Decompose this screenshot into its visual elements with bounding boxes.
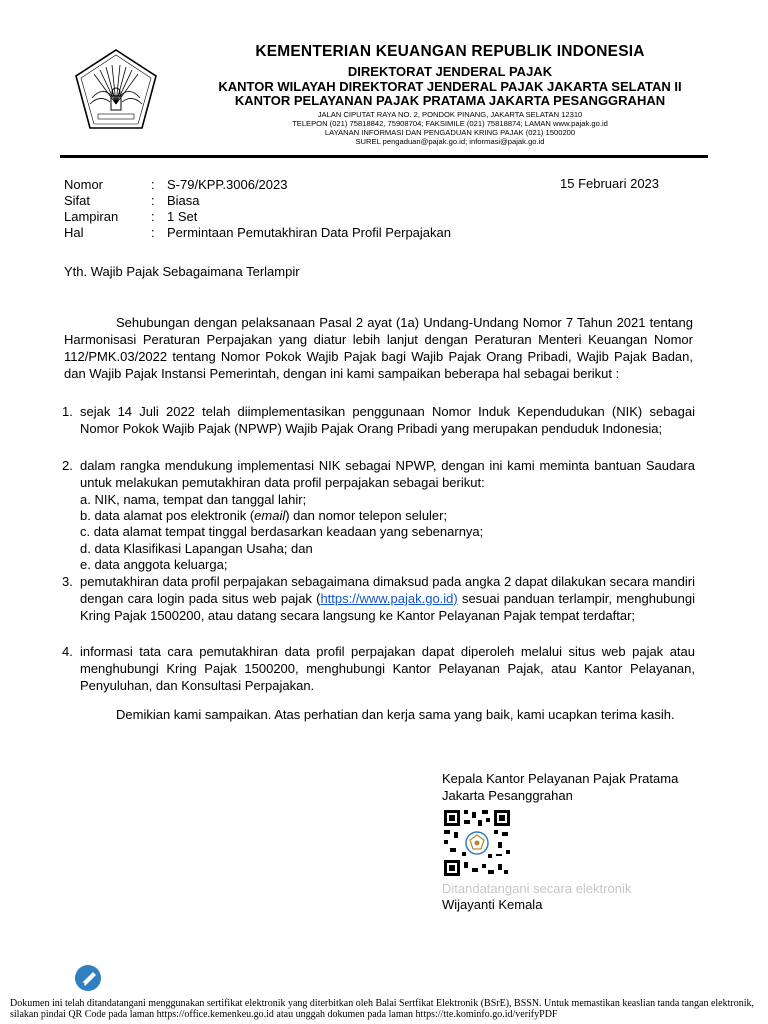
office-info-line: LAYANAN INFORMASI DAN PENGADUAN KRING PAJAK (021) 1500200 [324,128,576,137]
signer-title-line-1: Kepala Kantor Pelayanan Pajak Pratama [442,771,679,786]
sub-item-b-post: ) dan nomor telepon seluler; [285,508,448,523]
intro-paragraph: Sehubungan dengan pelaksanaan Pasal 2 ayat (1a) Undang-Undang Nomor 7 Tahun 2021 tentang Harmonisasi Peraturan Perpajakan yang diatur lebih lanjut dengan Peraturan Menteri Keuangan Nomor 112/PMK.03/2022 tentang Nomor Pokok Wajib Pajak bagi Wajib Pajak Orang Pribadi, Wajib Pajak Badan, dan Wajib Pajak Instansi Pemerintah, dengan ini kami sampaikan beberapa hal sebagai berikut : [64,315,693,381]
sub-item-c: c. data alamat tempat tinggal berdasarkan keadaan yang sebenarnya; [80,524,484,539]
meta-row-nomor [0,176,560,193]
meta-label: Nomor [64,177,104,192]
pajak-website-link[interactable]: https://www.pajak.go.id) [320,591,458,606]
letter-date: 15 Februari 2023 [560,176,660,191]
sub-item-a: a. NIK, nama, tempat dan tanggal lahir; [80,492,307,507]
letter-number: S-79/KPP.3006/2023 [167,177,288,192]
letter-nature: Biasa [167,193,200,208]
letter-attachment: 1 Set [167,209,198,224]
tax-office-name: KANTOR PELAYANAN PAJAK PRATAMA JAKARTA PESANGGRAHAN [234,93,666,108]
item-3-number: 3. [62,574,73,589]
sub-item-b [80,507,447,524]
bsre-badge-icon [74,964,102,992]
signature-qr-code [442,808,512,878]
ministry-name: KEMENTERIAN KEUANGAN REPUBLIK INDONESIA [255,43,645,60]
meta-colon: : [151,209,155,224]
item-1-text: sejak 14 Juli 2022 telah diimplementasikan penggunaan Nomor Induk Kependudukan (NIK) sebagai Nomor Pokok Wajib Pajak (NPWP) Wajib Pajak Orang Pribadi yang merupakan penduduk Indonesia; [80,404,695,436]
item-3-post: sesuai panduan terlampir, menghubungi Kring Pajak 1500200, atau datang secara langsung ke Kantor Pelayanan Pajak tempat terdaftar; [80,591,695,623]
item-4-text: informasi tata cara pemutakhiran data profil perpajakan dapat diperoleh melalui situs web pajak atau menghubungi Kring Pajak 1500200, menghubungi Kantor Pelayanan Pajak, atau Kantor Pelayanan, Penyuluhan, dan Konsultasi Perpajakan. [80,644,695,693]
meta-label: Sifat [64,193,91,208]
item-3-text [80,573,695,624]
meta-label: Hal [64,225,84,240]
meta-colon: : [151,225,155,240]
footer-disclaimer: Dokumen ini telah ditandatangani menggunakan sertifikat elektronik yang diterbitkan oleh Balai Sertfikat Elektronik (BSrE), BSSN. Untuk memastikan keaslian tanda tangan elektronik, silakan pindai QR Code pada laman https://office.kemenkeu.go.id atau unggah dokumen pada laman https://tte.kominfo.go.id/verifyPDF [10,998,754,1020]
office-address: JALAN CIPUTAT RAYA NO. 2, PONDOK PINANG, JAKARTA SELATAN 12310 [317,110,583,119]
sub-item-b-email: email [254,508,286,523]
item-4-number: 4. [62,644,73,659]
addressee: Yth. Wajib Pajak Sebagaimana Terlampir [64,264,300,279]
office-email: SUREL pengaduan@pajak.go.id; informasi@pajak.go.id [355,137,545,146]
meta-colon: : [151,193,155,208]
ministry-logo [72,46,160,132]
meta-label: Lampiran [64,209,119,224]
item-2-text: dalam rangka mendukung implementasi NIK sebagai NPWP, dengan ini kami meminta bantuan Saudara untuk melakukan pemutakhiran data profil perpajakan sebagai berikut: [80,458,695,490]
meta-row-hal [0,224,560,241]
office-phone: TELEPON (021) 75818842, 75908704; FAKSIMILE (021) 75818874; LAMAN www.pajak.go.id [292,119,608,128]
directorate-name: DIREKTORAT JENDERAL PAJAK [347,64,553,79]
signer-title-line-2: Jakarta Pesanggrahan [442,788,573,803]
regional-office-name: KANTOR WILAYAH DIREKTORAT JENDERAL PAJAK JAKARTA SELATAN II [218,79,682,94]
item-2-number: 2. [62,458,73,473]
closing-paragraph: Demikian kami sampaikan. Atas perhatian dan kerja sama yang baik, kami ucapkan terima kasih. [116,707,675,722]
meta-row-lampiran [0,208,560,225]
meta-row-sifat [0,192,560,209]
item-3-pre: pemutakhiran data profil perpajakan sebagaimana dimaksud pada angka 2 dapat dilakukan secara mandiri dengan cara login pada situs web pajak ( [80,574,695,606]
sub-item-e: e. data anggota keluarga; [80,557,228,572]
letter-subject: Permintaan Pemutakhiran Data Profil Perpajakan [167,225,451,240]
signer-name: Wijayanti Kemala [442,897,543,912]
sub-item-b-pre: b. data alamat pos elektronik ( [80,508,255,523]
letterhead-divider [60,155,708,158]
sub-item-d: d. data Klasifikasi Lapangan Usaha; dan [80,541,313,556]
electronic-signature-label: Ditandatangani secara elektronik [442,881,632,896]
item-1-number: 1. [62,404,73,419]
meta-colon: : [151,177,155,192]
letter-meta [0,176,560,246]
